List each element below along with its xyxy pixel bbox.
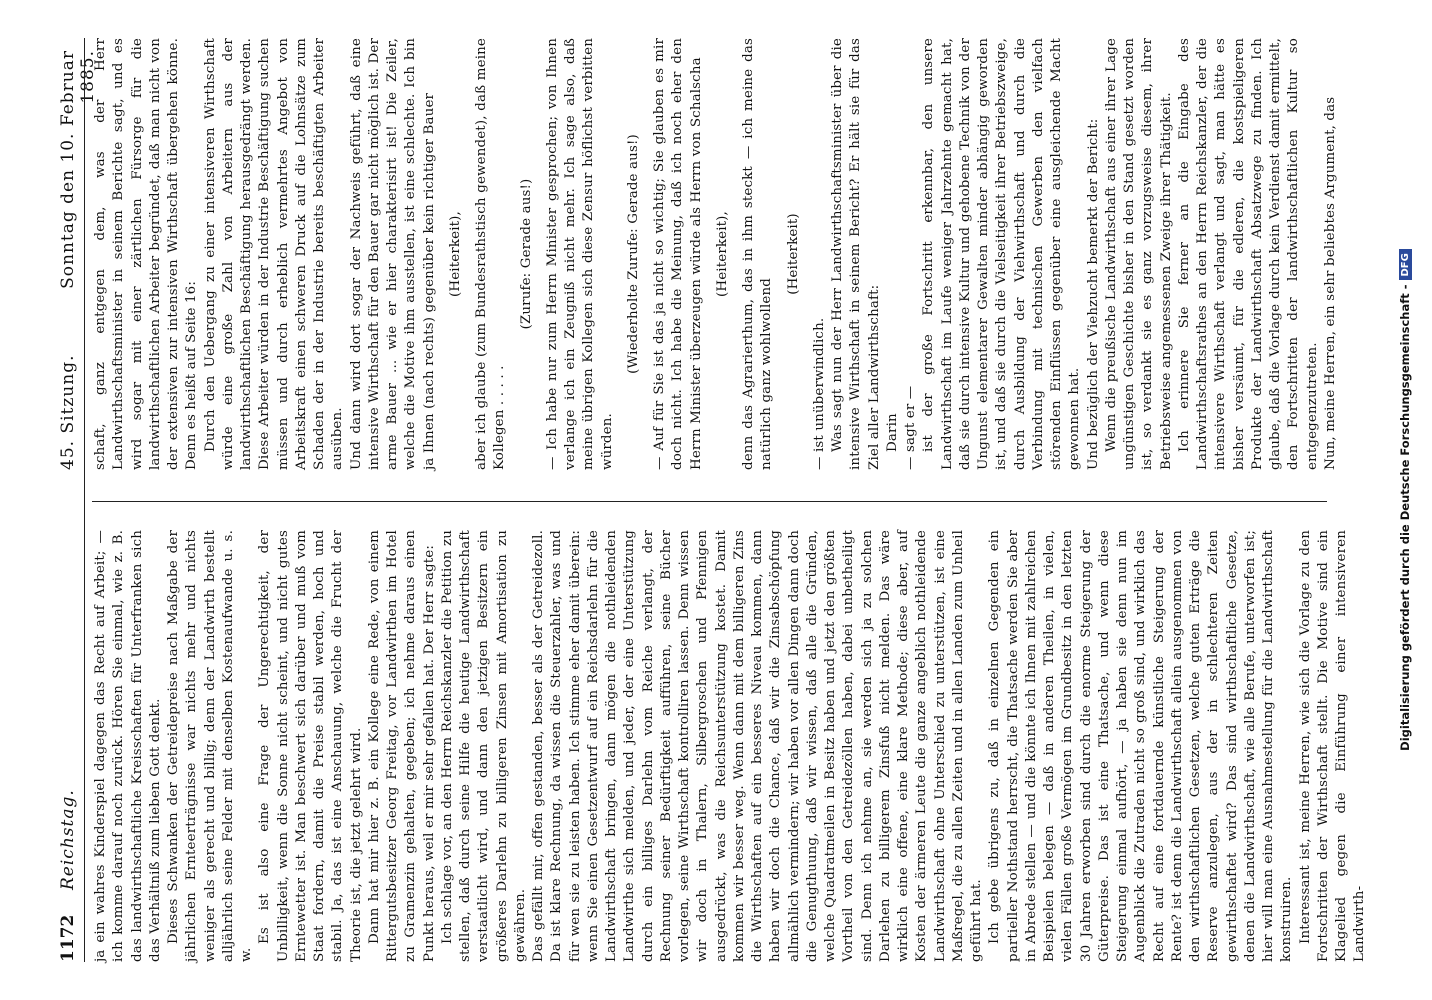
paragraph: ja ein wahres Kinderspiel dagegen das Recht auf Arbeit; — ich komme darauf noch zurück. Hören Sie einmal, wie z. B. das landwirthschaftliche Kreisschaften für Unterfranken sich das Verhältniß zum lieben Gott denkt.: [93, 530, 163, 962]
credit-text: Digitalisierung gefördert durch die Deutsche Forschungsgemeinschaft -: [1398, 284, 1412, 751]
paragraph: Was sagt nun der Herr Landwirthschaftsminister über die intensive Wirthschaft in seinem Bericht? Er hält sie für das Ziel aller Landwirthschaft:: [830, 38, 882, 470]
paragraph: Wenn die preußische Landwirthschaft aus einer ihrer Lage ungünstigen Geschichte bisher in den Stand gesetzt worden ist, so verdankt sie es ganz vorzugsweise diesem, ihrer Betriebsweise angemessenen Zweige ihrer Thätigkeit.: [1103, 38, 1174, 470]
paragraph: Dieses Schwanken der Getreidepreise nach Maßgabe der jährlichen Ernteerträgnisse war nichts mehr und nichts weniger als gerecht und billig; denn der Landwirth bestellt alljährlich seine Felder mit denselben Kostenaufwande u. s. w.: [166, 530, 254, 962]
paragraph: (Zurufe: Gerade aus!): [518, 178, 534, 330]
paragraph: Interessant ist, meine Herren, wie sich die Vorlage zu den Fortschritten der Wirthschaft stellt. Die Motive sind ein Klagelied gegen die Einführung einer intensiveren Landwirth-: [1297, 530, 1368, 962]
paragraph: denn das Agrarierthum, das in ihm steckt — ich meine das natürlich ganz wohlwollend: [741, 38, 775, 470]
paragraph: Nun, meine Herren, ein sehr beliebtes Argument, das: [1322, 96, 1338, 470]
paragraph: Und bezüglich der Viehzucht bemerkt der Bericht:: [1085, 118, 1101, 470]
dfg-logo: DFG: [1399, 249, 1412, 280]
text-column-left: [92, 530, 1368, 962]
paragraph: Ich erinnere Sie ferner an die Eingabe des Landwirthschaftsrathes an den Herrn Reichskanzler, der die intensivere Wirthschaft verlangt und sagt, man hätte es bisher versäumt, für die edleren, die kostspieligeren Produkte der Landwirthschaft Absatzwege zu finden. Ich glaube, daß die Vorlage durch kein Verdienst damit ermittelt, den Fortschritten der landwirthschaftlichen Kultur so entgegenzutreten.: [1176, 38, 1320, 470]
paragraph: Es ist also eine Frage der Ungerechtigkeit, der Unbilligkeit, wenn die Sonne nicht scheint, und nicht gutes Erntewetter ist. Man beschwert sich darüber und muß vom Staat fordern, damit die Preise stabil werden, hoch und stabil. Ja, das ist eine Anschauung, welche die Frucht der Theorie ist, die jetzt gelehrt wird.: [257, 530, 364, 962]
page-header: [58, 38, 98, 962]
paragraph: schaft, ganz entgegen dem, was der Herr Landwirthschaftsminister in seinem Berichte sagt, und es wird sogar mit einer zärtlichen Fürsorge für die landwirthschaftlichen Arbeiter begründet, daß man nicht von der extensiven zur intensiven Wirthschaft übergehen könne. Denn es heißt auf Seite 16:: [93, 38, 200, 470]
paragraph: — Auf für Sie ist das ja nicht so wichtig; Sie glauben es mir doch nicht. Ich habe die Meinung, daß ich noch eher den Herrn Minister überzeugen würde als Herrn von Schalscha: [652, 38, 704, 470]
paragraph: (Wiederholte Zurufe: Gerade aus!): [625, 134, 641, 374]
paragraph: — Ich habe nur zum Herrn Minister gesprochen; von Ihnen verlange ich ein Zeugniß nicht mehr. Ich sage also, daß meine übrigen Kollegen sich diese Zensur höflichst verbitten würden.: [544, 38, 615, 470]
session-label: 45. Sitzung.: [58, 354, 78, 470]
digitization-credit: [1385, 0, 1425, 1000]
paragraph: Ich schlage vor, an den Herrn Reichskanzler die Petition zu stellen, daß durch seine Hilfe die heutige Landwirthschaft verstaatlicht wird, und dann den jetzigen Besitzern ein größeres Darlehn zu billigeren Zinsen mit Amortisation zu gewähren.: [439, 530, 528, 962]
paragraph: Dann hat mir hier z. B. ein Kollege eine Rede, von einem Rittergutsbesitzer Georg Freitag, vor Landwirthen im Hotel zu Gramenzin gehalten, gegeben; ich nehme daraus einen Punkt heraus, weil er mir sehr gefallen hat. Der Herr sagte:: [366, 530, 437, 962]
paragraph: Darin: [884, 413, 900, 452]
session-date: Sonntag den 10. Februar 1885.: [58, 50, 98, 289]
text-column-right: [92, 38, 1338, 470]
column-divider: [92, 501, 1327, 502]
paragraph: (Heiterkeit): [785, 213, 801, 295]
paragraph: Das gefällt mir, offen gestanden, besser als der Getreidezoll. Da ist klare Rechnung, da wissen die Steuerzahler, was und für wen sie zu leisten haben. Ich stimme eher damit überein: wenn Sie einen Gesetzentwurf auf ein Reichsdarlehn für die Landwirthschaft bringen, dann mögen die nothleidenden Landwirthe sich melden, und jeder, der eine Unterstützung durch ein billiges Darlehn vom Reiche verlangt, der Rechnung seiner Bedürftigkeit aufführen, seine Bücher vorlegen, seine Wirthschaft kontrolliren lassen. Denn wissen wir doch in Thalern, Silbergroschen und Pfennigen ausgedrückt, was die Reichsunterstützung kostet. Damit kommen wir besser weg. Wenn dann mit dem billigeren Zins die Wirthschaften auf ein besseres Niveau kommen, dann haben wir doch die Chance, daß wir die Zinsabschöpfung allmählich vermindern; wir haben vor allen Dingen dann doch die Genugthuung, daß wir wissen, daß alle die Gründen, welche Quadratmeilen in Besitz haben und jetzt den größten Vortheil von den Getreidezöllen haben, dabei unbetheiligt sind. Denn ich nehme an, sie werden sich ja zu solchen Darlehen zu billigerem Zinsfuß nicht melden. Das wäre wirklich eine offene, eine klare Methode; diese aber, auf Kosten der ärmeren Leute die ganze angeblich nothleidende Landwirthschaft ohne Unterschied zu unterstützen, ist eine Maßregel, die zu allen Zeiten und in allen Landen zum Unheil geführt hat.: [531, 530, 984, 962]
paragraph: Durch den Uebergang zu einer intensiveren Wirthschaft würde eine große Zahl von Arbeitern aus der landwirthschaftlichen Beschäftigung herausgedrängt werden. Diese Arbeiter würden in der Industrie Beschäftigung suchen müssen und durch erheblich vermehrtes Angebot von Arbeitskraft einen schweren Druck auf die Lohnsätze zum Schaden der in der Industrie bereits beschäftigten Arbeiter ausüben.: [202, 38, 346, 470]
paragraph: (Heiterkeit),: [714, 211, 730, 297]
paragraph: — sagt er —: [903, 385, 918, 470]
paragraph: Und dann wird dort sogar der Nachweis geführt, daß eine intensive Wirthschaft für den Bauer gar nicht möglich ist. Der arme Bauer ... wie er hier charakterisirt ist! Die Zeiler, welche die Motive ihm ausstellen, ist eine schlechte. Ich bin ja Ihnen (nach rechts) gegenüber kein richtiger Bauer: [348, 38, 437, 470]
paragraph: (Heiterkeit),: [447, 211, 463, 297]
page-number: 1172: [58, 914, 78, 962]
publication-title: Reichstag.: [58, 789, 78, 890]
paragraph: Ich gebe übrigens zu, daß in einzelnen Gegenden ein partieller Nothstand herrscht, die Thatsache werden Sie aber in Abrede stellen — und die könnte ich Ihnen mit zahlreichen Beispielen belegen — daß in anderen Theilen, in vielen, vielen Fällen große Vermögen im Grundbesitz in den letzten 30 Jahren erworben sind durch die enorme Steigerung der Güterpreise. Das ist eine Thatsache, und wenn diese Steigerung einmal aufhört, — ja haben sie denn nun im Augenblick die Zutraden nicht so groß sind, und wirklich das Recht auf eine fortdauernde künstliche Steigerung der Rente? ist denn die Landwirthschaft allein ausgenommen von den wirthschaftlichen Gesetzen, welche guten Erträge die Reserve anzulegen, aus der in schlechteren Zeiten gewirthschaftet wird? Das sind wirthschaftliche Gesetze, denen die Landwirthschaft, wie alle Berufe, unterworfen ist; hier will man eine Ausnahmestellung für die Landwirthschaft konstruiren.: [987, 530, 1295, 962]
paragraph: — ist unüberwindlich.: [811, 317, 827, 470]
paragraph: aber ich glaube (zum Bundesrathstisch gewendet), daß meine Kollegen . . . . .: [474, 38, 508, 470]
paragraph: ist der große Fortschritt erkennbar, den unsere Landwirthschaft im Laufe weniger Jahrzehnte gemacht hat, daß sie durch intensive Kultur und gehobene Technik von der Ungunst elementarer Gewalten minder abhängig geworden ist, und daß sie durch die Vielseitigkeit ihrer Betriebszweige, durch Ausbildung der Viehwirthschaft und durch die Verbindung mit technischen Gewerben den vielfach störenden Einflüssen gegenüber eine ausgleichende Macht gewonnen hat.: [921, 38, 1083, 470]
header-rule: [84, 38, 85, 962]
